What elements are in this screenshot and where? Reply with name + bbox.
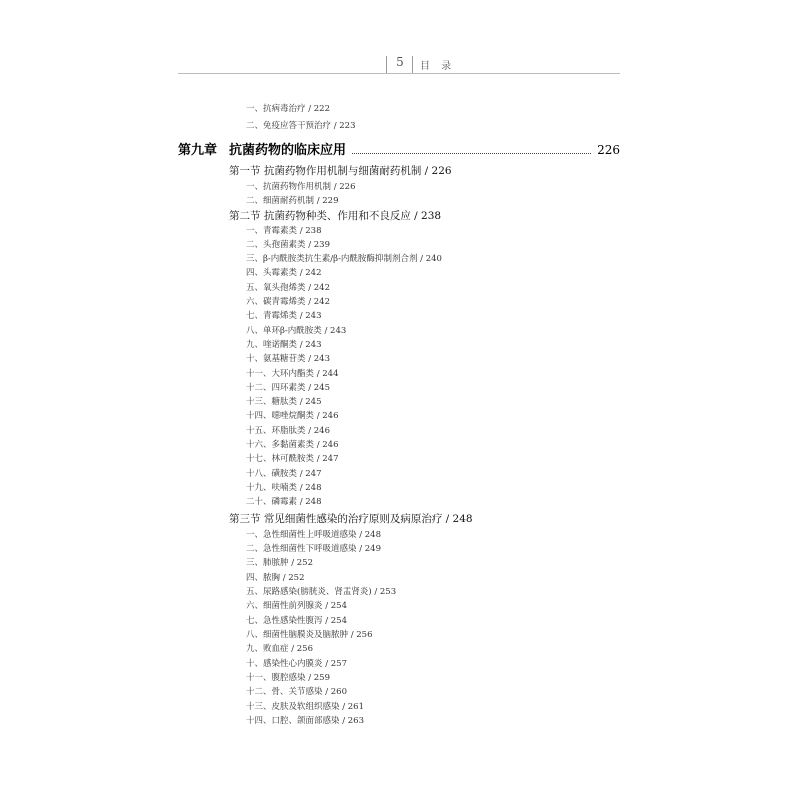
toc-item-entry[interactable]: 二、急性细菌性下呼吸道感染 / 249 (246, 544, 381, 554)
toc-item-entry[interactable]: 十七、林可酰胺类 / 247 (246, 454, 339, 464)
header-divider-right (412, 56, 413, 73)
toc-item-entry[interactable]: 二、头孢菌素类 / 239 (246, 240, 330, 250)
header-rule (178, 73, 620, 74)
header-divider-left (386, 56, 387, 73)
toc-item-entry[interactable]: 三、β-内酰胺类抗生素/β-内酰胺酶抑制剂合剂 / 240 (246, 254, 442, 264)
toc-item-entry[interactable]: 十八、磺胺类 / 247 (246, 469, 322, 479)
toc-item-entry[interactable]: 二十、磷霉素 / 248 (246, 497, 322, 507)
toc-item-entry[interactable]: 十三、皮肤及软组织感染 / 261 (246, 702, 364, 712)
toc-section-entry[interactable]: 第三节 常见细菌性感染的治疗原则及病原治疗 / 248 (229, 513, 473, 525)
toc-item-entry[interactable]: 八、细菌性脑膜炎及脑脓肿 / 256 (246, 630, 373, 640)
toc-item-entry[interactable]: 九、败血症 / 256 (246, 644, 313, 654)
toc-item-entry[interactable]: 五、氧头孢烯类 / 242 (246, 283, 330, 293)
toc-item-entry[interactable]: 四、头霉素类 / 242 (246, 268, 322, 278)
toc-item-entry[interactable]: 六、碳青霉烯类 / 242 (246, 297, 330, 307)
toc-item-entry[interactable]: 二、细菌耐药机制 / 229 (246, 196, 339, 206)
toc-chapter-entry[interactable] (178, 139, 620, 158)
page-number: 5 (396, 55, 404, 69)
toc-item-entry[interactable]: 一、急性细菌性上呼吸道感染 / 248 (246, 530, 381, 540)
chapter-number: 第九章 (178, 143, 218, 158)
toc-section-entry[interactable]: 第二节 抗菌药物种类、作用和不良反应 / 238 (229, 210, 442, 222)
toc-item-entry[interactable]: 一、抗病毒治疗 / 222 (246, 104, 330, 114)
toc-section-entry[interactable]: 第一节 抗菌药物作用机制与细菌耐药机制 / 226 (229, 165, 452, 177)
toc-item-entry[interactable]: 十五、环脂肽类 / 246 (246, 426, 330, 436)
toc-item-entry[interactable]: 十四、噁唑烷酮类 / 246 (246, 411, 339, 421)
toc-item-entry[interactable]: 三、肺脓肿 / 252 (246, 558, 313, 568)
toc-item-entry[interactable]: 十三、糖肽类 / 245 (246, 397, 322, 407)
toc-item-entry[interactable]: 五、尿路感染(膀胱炎、肾盂肾炎) / 253 (246, 587, 397, 597)
toc-item-entry[interactable]: 十二、骨、关节感染 / 260 (246, 687, 347, 697)
toc-item-entry[interactable]: 一、抗菌药物作用机制 / 226 (246, 182, 356, 192)
running-title: 目 录 (420, 61, 456, 72)
toc-item-entry[interactable]: 二、免疫应答干预治疗 / 223 (246, 121, 356, 131)
toc-item-entry[interactable]: 九、喹诺酮类 / 243 (246, 340, 322, 350)
toc-item-entry[interactable]: 七、青霉烯类 / 243 (246, 311, 322, 321)
toc-item-entry[interactable]: 十四、口腔、颌面部感染 / 263 (246, 716, 364, 726)
toc-item-entry[interactable]: 十九、呋喃类 / 248 (246, 483, 322, 493)
toc-item-entry[interactable]: 一、青霉素类 / 238 (246, 226, 322, 236)
toc-item-entry[interactable]: 十、感染性心内膜炎 / 257 (246, 659, 347, 669)
toc-item-entry[interactable]: 十一、腹腔感染 / 259 (246, 673, 330, 683)
toc-item-entry[interactable]: 四、脓胸 / 252 (246, 573, 305, 583)
toc-item-entry[interactable]: 十、氨基糖苷类 / 243 (246, 354, 330, 364)
chapter-title: 抗菌药物的临床应用 (229, 143, 347, 158)
toc-item-entry[interactable]: 八、单环β-内酰胺类 / 243 (246, 326, 347, 336)
toc-item-entry[interactable]: 七、急性感染性腹泻 / 254 (246, 616, 347, 626)
toc-item-entry[interactable]: 十一、大环内酯类 / 244 (246, 369, 339, 379)
toc-item-entry[interactable]: 十六、多黏菌素类 / 246 (246, 440, 339, 450)
chapter-page: 226 (597, 143, 620, 157)
dot-leader (352, 153, 591, 154)
toc-item-entry[interactable]: 十二、四环素类 / 245 (246, 383, 330, 393)
toc-item-entry[interactable]: 六、细菌性前列腺炎 / 254 (246, 601, 347, 611)
